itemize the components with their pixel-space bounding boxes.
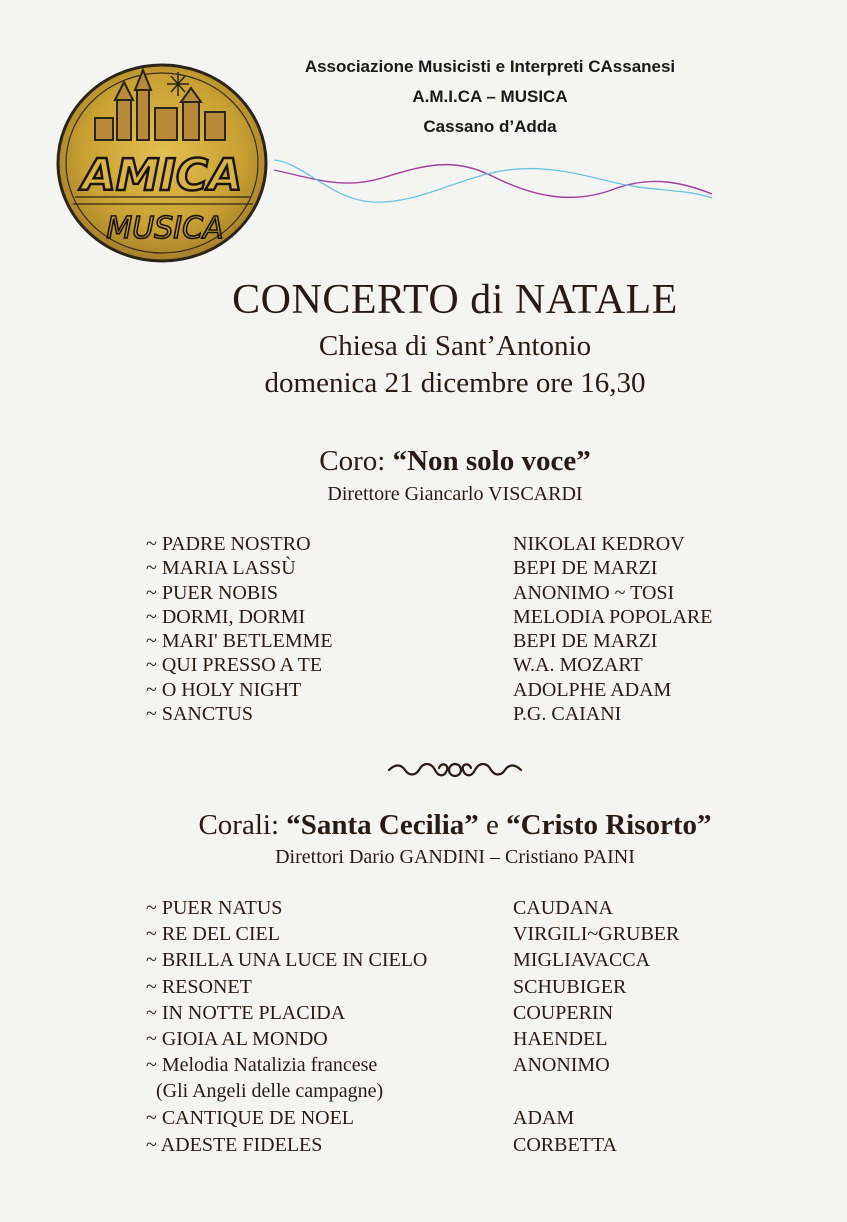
song-title: ~ GIOIA AL MONDO [146, 1027, 328, 1050]
logo-emblem-icon [55, 62, 269, 264]
song-composer: CORBETTA [513, 1133, 617, 1156]
song-title: ~ CANTIQUE DE NOEL [146, 1107, 355, 1130]
list-item [146, 678, 766, 702]
list-item [146, 629, 766, 653]
concert-date: domenica 21 dicembre ore 16,30 [264, 367, 646, 399]
list-item [146, 921, 766, 947]
song-composer: CAUDANA [513, 897, 613, 919]
logo-subtitle-text: MUSICA [106, 211, 224, 246]
association-city: Cassano d’Adda [423, 117, 557, 136]
concert-details [150, 328, 760, 402]
list-item [146, 702, 766, 726]
list-item [146, 532, 766, 556]
list-item [146, 1132, 766, 1158]
list-item [146, 1105, 766, 1131]
song-title: ~ SANCTUS [146, 703, 253, 726]
song-title: ~ MARI' BETLEMME [146, 630, 333, 653]
song-composer: NIKOLAI KEDROV [513, 533, 685, 555]
choir1-director: Direttore Giancarlo VISCARDI [327, 483, 583, 505]
song-composer: W.A. MOZART [513, 654, 643, 677]
song-composer: SCHUBIGER [513, 975, 627, 998]
list-item [146, 581, 766, 605]
song-title: ~ PUER NATUS [146, 897, 283, 919]
song-composer: BEPI DE MARZI [513, 557, 658, 580]
list-item [146, 605, 766, 629]
list-item [146, 895, 766, 921]
song-title: ~ PADRE NOSTRO [146, 533, 311, 555]
choir2-heading [100, 809, 810, 842]
amica-musica-logo [55, 62, 269, 264]
choir2-conjunction: e [486, 809, 499, 841]
choir2-prefix: Corali: [198, 809, 279, 841]
song-composer: ADAM [513, 1107, 575, 1130]
list-item [146, 1000, 766, 1026]
list-item [146, 556, 766, 580]
choir1-program [146, 532, 766, 726]
choir2-directors: Direttori Dario GANDINI – Cristiano PAINI [275, 846, 635, 868]
choir2-program [146, 895, 766, 1158]
song-title: ~ MARIA LASSÙ [146, 557, 296, 580]
decorative-wave [272, 148, 717, 220]
association-name: Associazione Musicisti e Interpreti CAssanesi [304, 57, 676, 76]
logo-title-text: AMICA [81, 150, 243, 201]
song-composer: HAENDEL [513, 1027, 608, 1050]
song-composer: BEPI DE MARZI [513, 630, 658, 653]
association-header [270, 52, 710, 142]
association-acronym: A.M.I.CA – MUSICA [412, 87, 568, 106]
song-title: ~ PUER NOBIS [146, 581, 278, 604]
song-composer: MIGLIAVACCA [513, 949, 651, 972]
ornament-divider [385, 756, 525, 784]
concert-venue: Chiesa di Sant’Antonio [318, 330, 592, 362]
song-title: ~ QUI PRESSO A TE [146, 654, 323, 677]
choir1-heading [150, 445, 760, 478]
song-composer: COUPERIN [513, 1001, 614, 1024]
wave-lines-icon [272, 148, 717, 220]
song-title: ~ Melodia Natalizia francese [146, 1054, 378, 1077]
song-composer: ANONIMO ~ TOSI [513, 581, 675, 604]
concert-title: CONCERTO di NATALE [232, 277, 678, 323]
song-composer: VIRGILI~GRUBER [513, 923, 680, 946]
list-item [146, 947, 766, 973]
song-title: ~ RESONET [146, 975, 252, 998]
choir2-name-1: “Santa Cecilia” [286, 809, 479, 841]
flourish-icon [385, 756, 525, 784]
choir1-prefix: Coro: [319, 445, 386, 477]
list-item [146, 1078, 766, 1105]
song-composer: ANONIMO [513, 1054, 610, 1077]
song-composer: ADOLPHE ADAM [513, 678, 672, 701]
song-title: ~ O HOLY NIGHT [146, 678, 302, 701]
song-title: ~ IN NOTTE PLACIDA [146, 1001, 346, 1024]
song-subtitle: (Gli Angeli delle campagne) [146, 1080, 384, 1103]
choir1-name: “Non solo voce” [392, 445, 591, 477]
song-title: ~ BRILLA UNA LUCE IN CIELO [146, 949, 428, 972]
list-item [146, 1052, 766, 1078]
choir2-name-2: “Cristo Risorto” [506, 809, 712, 841]
list-item [146, 653, 766, 677]
list-item [146, 1026, 766, 1052]
song-title: ~ DORMI, DORMI [146, 605, 306, 628]
song-title: ~ RE DEL CIEL [146, 923, 280, 946]
list-item [146, 974, 766, 1000]
song-title: ~ ADESTE FIDELES [146, 1133, 323, 1156]
song-composer: MELODIA POPOLARE [513, 605, 713, 628]
song-composer: P.G. CAIANI [513, 703, 622, 726]
